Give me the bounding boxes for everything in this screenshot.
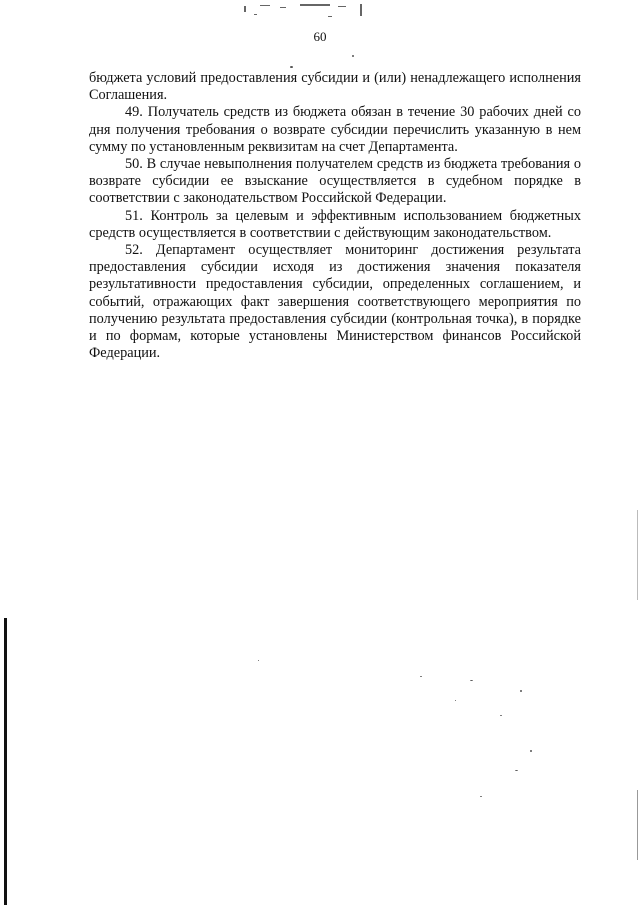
page-number: 60 bbox=[313, 29, 327, 44]
paragraph-52: 52. Департамент осуществляет мониторинг достижения результата предоставления субсидии исходя из достижения значения показателя результативности предоставления субсидии, определенных соглашением, и событий, отражающих факт завершения соответствующего мероприятия по получению результата предоставления субсидии (контрольная точка), в порядке и по формам, которые установлены Министерством финансов Российской Федерации. bbox=[89, 242, 581, 362]
scan-top-noise bbox=[240, 2, 390, 22]
scan-edge-shadow-right-lower bbox=[637, 790, 638, 860]
document-body bbox=[89, 70, 581, 362]
paragraph-50: 50. В случае невыполнения получателем средств из бюджета требования о возврате субсидии ее взыскание осуществляется в судебном порядке в соответствии с законодательством Российской Федерации. bbox=[89, 156, 581, 207]
scan-edge-shadow-left bbox=[4, 618, 7, 905]
paragraph-49: 49. Получатель средств из бюджета обязан в течение 30 рабочих дней со дня получения требования о возврате субсидии перечислить указанную в нем сумму по установленным реквизитам на счет Департамента. bbox=[89, 104, 581, 155]
scan-edge-shadow-right bbox=[637, 510, 638, 600]
paragraph-51: 51. Контроль за целевым и эффективным использованием бюджетных средств осуществляется в соответствии с действующим законодательством. bbox=[89, 207, 581, 241]
paragraph-continuation: бюджета условий предоставления субсидии и (или) ненадлежащего исполнения Соглашения. bbox=[89, 70, 581, 104]
